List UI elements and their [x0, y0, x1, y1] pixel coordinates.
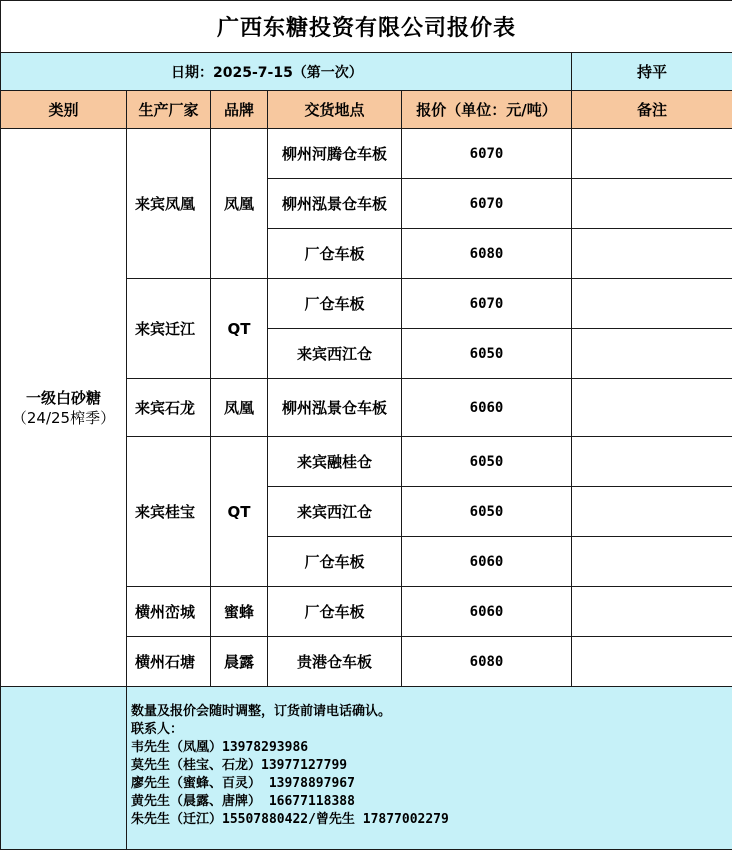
price-cell: 6080	[402, 229, 572, 279]
remark-cell	[572, 379, 732, 437]
location-cell: 柳州河腾仓车板	[268, 129, 402, 179]
price-cell: 6070	[402, 279, 572, 329]
remark-cell	[572, 279, 732, 329]
location-cell: 厂仓车板	[268, 537, 402, 587]
remark-cell	[572, 437, 732, 487]
manufacturer-cell: 来宾凤凰	[127, 129, 211, 279]
location-cell: 来宾融桂仓	[268, 437, 402, 487]
price-cell: 6060	[402, 587, 572, 637]
header-brand: 品牌	[211, 91, 268, 129]
price-cell: 6050	[402, 329, 572, 379]
category-season: （24/25榨季）	[11, 408, 116, 427]
column-header-row	[1, 91, 732, 129]
quote-date: 日期：2025-7-15（第一次）	[1, 53, 572, 91]
title-row	[1, 1, 732, 53]
contact-line: 莫先生（桂宝、石龙）13977127799	[131, 758, 348, 773]
sheet-title: 广西东糖投资有限公司报价表	[1, 1, 732, 53]
remark-cell	[572, 487, 732, 537]
price-cell: 6060	[402, 379, 572, 437]
price-cell: 6050	[402, 487, 572, 537]
location-cell: 柳州泓景仓车板	[268, 379, 402, 437]
header-category: 类别	[1, 91, 127, 129]
brand-cell: 凤凰	[211, 379, 268, 437]
contact-line: 廖先生（蜜蜂、百灵） 13978897967	[131, 776, 355, 791]
notes-disclaimer: 数量及报价会随时调整，订货前请电话确认。	[131, 704, 392, 719]
location-cell: 厂仓车板	[268, 229, 402, 279]
location-cell: 来宾西江仓	[268, 329, 402, 379]
header-manufacturer: 生产厂家	[127, 91, 211, 129]
notes-contacts-label: 联系人：	[131, 722, 184, 737]
manufacturer-cell: 来宾迁江	[127, 279, 211, 379]
manufacturer-cell: 来宾石龙	[127, 379, 211, 437]
remark-cell	[572, 129, 732, 179]
remark-cell	[572, 537, 732, 587]
price-trend-status: 持平	[572, 53, 732, 91]
category-name: 一级白砂糖	[25, 388, 101, 407]
price-cell: 6050	[402, 437, 572, 487]
contact-line: 韦先生（凤凰）13978293986	[131, 740, 309, 755]
remark-cell	[572, 587, 732, 637]
location-cell: 来宾西江仓	[268, 487, 402, 537]
date-row	[1, 53, 732, 91]
price-cell: 6070	[402, 129, 572, 179]
product-category	[1, 129, 127, 687]
brand-cell: 晨露	[211, 637, 268, 687]
location-cell: 厂仓车板	[268, 587, 402, 637]
brand-cell: 蜜蜂	[211, 587, 268, 637]
remark-cell	[572, 637, 732, 687]
contact-line: 朱先生（迁江）15507880422/曾先生 17877002279	[131, 812, 449, 827]
location-cell: 柳州泓景仓车板	[268, 179, 402, 229]
remark-cell	[572, 179, 732, 229]
price-cell: 6060	[402, 537, 572, 587]
notes-left-blank	[1, 687, 127, 850]
header-remark: 备注	[572, 91, 732, 129]
price-cell: 6070	[402, 179, 572, 229]
brand-cell: QT	[211, 437, 268, 587]
manufacturer-cell: 横州峦城	[127, 587, 211, 637]
manufacturer-cell: 横州石塘	[127, 637, 211, 687]
manufacturer-cell: 来宾桂宝	[127, 437, 211, 587]
remark-cell	[572, 229, 732, 279]
table-row	[1, 129, 732, 179]
price-cell: 6080	[402, 637, 572, 687]
location-cell: 贵港仓车板	[268, 637, 402, 687]
remark-cell	[572, 329, 732, 379]
brand-cell: QT	[211, 279, 268, 379]
header-price: 报价（单位：元/吨）	[402, 91, 572, 129]
header-location: 交货地点	[268, 91, 402, 129]
notes-row	[1, 687, 732, 850]
location-cell: 厂仓车板	[268, 279, 402, 329]
contact-notes	[127, 687, 732, 850]
brand-cell: 凤凰	[211, 129, 268, 279]
contact-line: 黄先生（晨露、唐牌） 16677118388	[131, 794, 355, 809]
